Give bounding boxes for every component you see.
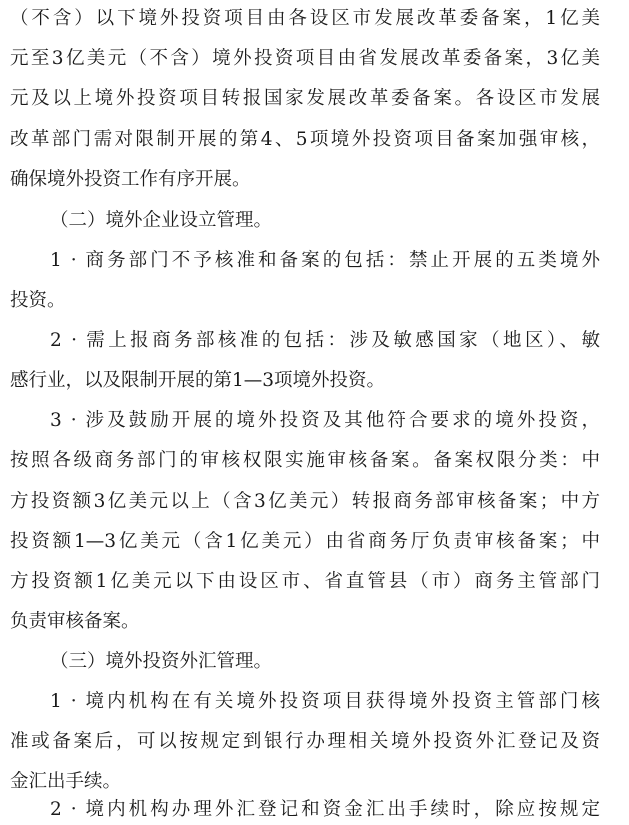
text-line: 改革部门需对限制开展的第4、5项境外投资项目备案加强审核， xyxy=(10,129,600,150)
list-item-text: 3 · 涉及鼓励开展的境外投资及其他符合要求的境外投资， xyxy=(50,410,600,431)
section-heading: （二）境外企业设立管理。 xyxy=(50,210,273,231)
text-line: 感行业，以及限制开展的第1—3项境外投资。 xyxy=(10,370,386,391)
list-item-text: 1 · 境内机构在有关境外投资项目获得境外投资主管部门核 xyxy=(50,691,600,712)
text-line: 元及以上境外投资项目转报国家发展改革委备案。各设区市发展 xyxy=(10,88,600,109)
text-line: 金汇出手续。 xyxy=(10,771,122,792)
text-line: （不含）以下境外投资项目由各设区市发展改革委备案，1亿美 xyxy=(10,8,600,29)
text-line: 按照各级商务部门的审核权限实施审核备案。备案权限分类：中 xyxy=(10,450,600,471)
list-item-text: 1 · 商务部门不予核准和备案的包括：禁止开展的五类境外 xyxy=(50,250,600,271)
text-line: 投资额1—3亿美元（含1亿美元）由省商务厅负责审核备案；中 xyxy=(10,531,600,552)
text-line: 方投资额1亿美元以下由设区市、省直管县（市）商务主管部门 xyxy=(10,571,600,592)
section-heading: （三）境外投资外汇管理。 xyxy=(50,651,273,672)
text-line: 确保境外投资工作有序开展。 xyxy=(10,169,251,190)
list-item-text: 2 · 境内机构办理外汇登记和资金汇出手续时，除应按规定 xyxy=(50,799,600,820)
text-line: 负责审核备案。 xyxy=(10,611,140,632)
list-item-text: 2 · 需上报商务部核准的包括：涉及敏感国家（地区）、敏 xyxy=(50,330,600,351)
text-line: 准或备案后，可以按规定到银行办理相关境外投资外汇登记及资 xyxy=(10,731,600,752)
text-line: 投资。 xyxy=(10,290,66,311)
text-line: 元至3亿美元（不含）境外投资项目由省发展改革委备案，3亿美 xyxy=(10,48,600,69)
text-line: 方投资额3亿美元以上（含3亿美元）转报商务部审核备案；中方 xyxy=(10,491,600,512)
